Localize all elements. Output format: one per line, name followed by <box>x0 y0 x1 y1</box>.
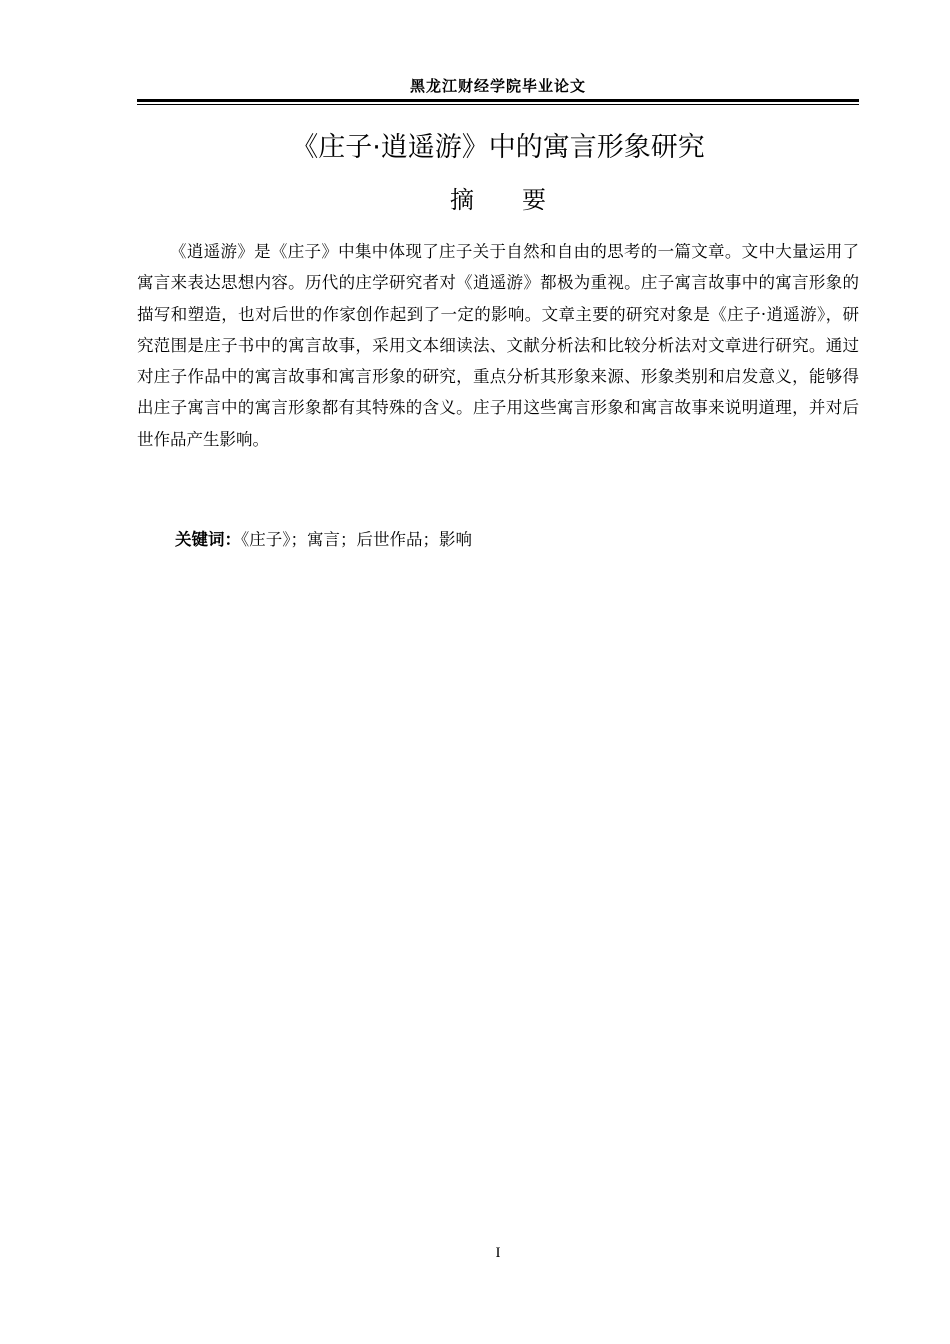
running-header: 黑龙江财经学院毕业论文 <box>409 77 586 95</box>
keywords-text: 《庄子》；寓言；后世作品；影响 <box>241 530 472 549</box>
abstract-heading: 摘要 <box>450 186 594 214</box>
abstract-body: 《逍遥游》是《庄子》中集中体现了庄子关于自然和自由的思考的一篇文章。文中大量运用了寓言来表达思想内容。历代的庄学研究者对《逍遥游》都极为重视。庄子寓言故事中的寓言形象的描写和塑造，也对后世的作家创作起到了一定的影响。文章主要的研究对象是《庄子·逍遥游》，研究范围是庄子书中的寓言故事，采用文本细读法、文献分析法和比较分析法对文章进行研究。通过对庄子作品中的寓言故事和寓言形象的研究，重点分析其形象来源、形象类别和启发意义，能够得出庄子寓言中的寓言形象都有其特殊的含义。庄子用这些寓言形象和寓言故事来说明道理，并对后世作品产生影响。 <box>137 242 859 449</box>
page-number: I <box>495 1245 501 1261</box>
keywords-line <box>175 526 472 554</box>
keywords-label: 关键词： <box>175 530 241 549</box>
header-rule-thin <box>137 104 859 105</box>
header-rule-thick <box>137 99 859 102</box>
document-title: 《庄子·逍遥游》中的寓言形象研究 <box>291 132 705 163</box>
